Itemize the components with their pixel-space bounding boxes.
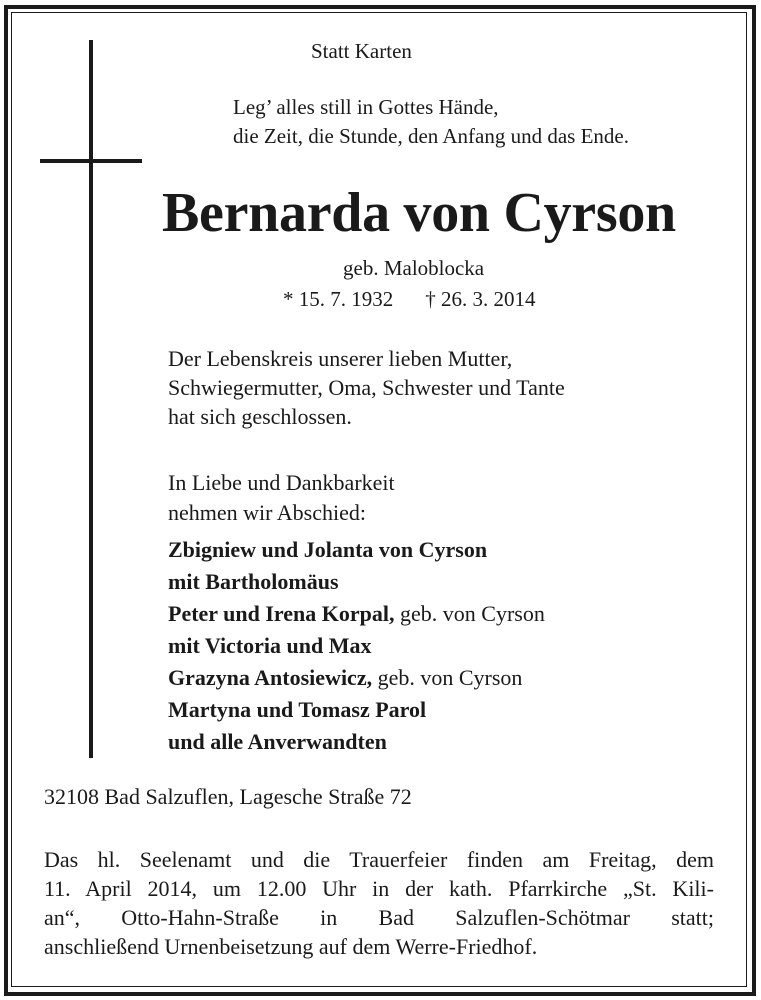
family-member — [168, 662, 545, 694]
deceased-name: Bernarda von Cyrson — [162, 182, 676, 244]
farewell-line: nehmen wir Abschied: — [168, 500, 366, 525]
family-member: Martyna und Tomasz Parol — [168, 697, 427, 722]
address: 32108 Bad Salzuflen, Lagesche Straße 72 — [44, 784, 412, 809]
verse — [233, 93, 629, 151]
service-notice-line: Das hl. Seelenamt und die Trauerfeier finden am Freitag, dem — [44, 847, 714, 872]
family-member-maiden: geb. von Cyrson — [394, 601, 545, 626]
maiden-name: geb. Maloblocka — [343, 256, 485, 280]
verse-line: die Zeit, die Stunde, den Anfang und das Ende. — [233, 124, 629, 148]
message-line: hat sich geschlossen. — [168, 404, 352, 429]
family-member-maiden: geb. von Cyrson — [372, 665, 523, 690]
verse-line: Leg’ alles still in Gottes Hände, — [233, 95, 499, 119]
message-line: Schwiegermutter, Oma, Schwester und Tante — [168, 375, 565, 400]
service-notice-line: 11. April 2014, um 12.00 Uhr in der kath. Pfarrkirche „St. Kili- — [44, 876, 714, 901]
family-list — [168, 534, 545, 758]
cross-icon — [89, 40, 93, 758]
service-notice-line: anschließend Urnenbeisetzung auf dem Werre-Friedhof. — [44, 934, 538, 959]
family-member-name: Grazyna Antosiewicz, — [168, 665, 373, 690]
farewell-line: In Liebe und Dankbarkeit — [168, 470, 395, 495]
birth-date: * 15. 7. 1932 — [283, 287, 394, 311]
life-dates — [283, 287, 536, 312]
death-date: † 26. 3. 2014 — [425, 287, 536, 311]
family-member: mit Bartholomäus — [168, 569, 339, 594]
service-notice — [44, 845, 714, 961]
service-notice-line: an“, Otto-Hahn-Straße in Bad Salzuflen-Schötmar statt; — [44, 905, 714, 930]
message — [168, 344, 565, 431]
message-line: Der Lebenskreis unserer lieben Mutter, — [168, 346, 513, 371]
statt-karten-label: Statt Karten — [311, 39, 412, 63]
family-member: und alle Anverwandten — [168, 729, 387, 754]
family-member: Zbigniew und Jolanta von Cyrson — [168, 537, 488, 562]
family-member-name: Peter und Irena Korpal, — [168, 601, 395, 626]
family-member — [168, 598, 545, 630]
farewell — [168, 468, 395, 528]
family-member: mit Victoria und Max — [168, 633, 372, 658]
cross-icon-bar — [40, 159, 142, 163]
